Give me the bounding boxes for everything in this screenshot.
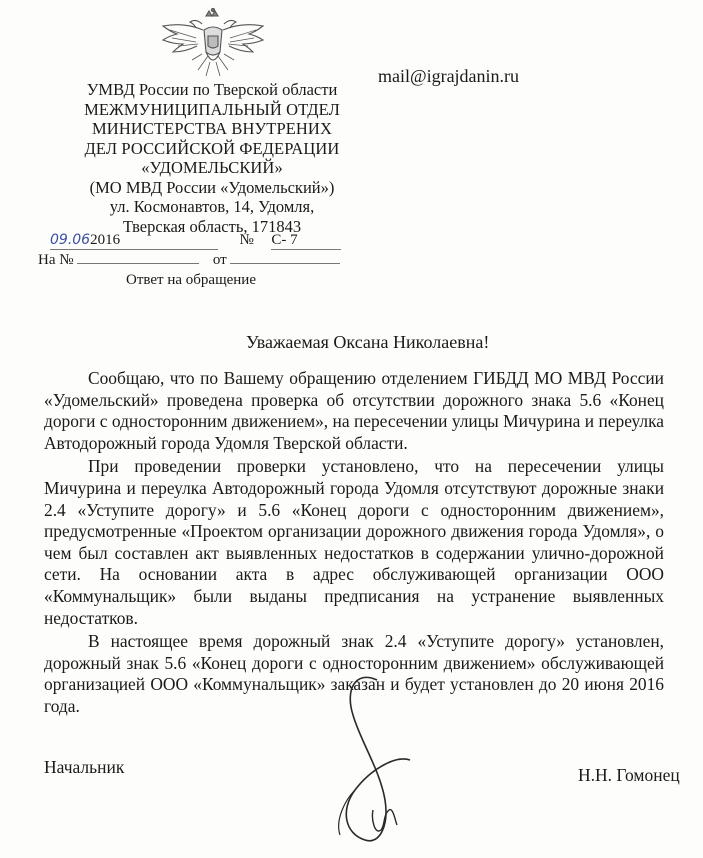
org-line: «УДОМЕЛЬСКИЙ» [141,158,283,177]
handwritten-signature [285,660,425,855]
org-line: МЕЖМУНИЦИПАЛЬНЫЙ ОТДЕЛ [84,99,340,119]
org-line: Тверская область, 171843 [122,216,302,236]
greeting: Уважаемая Оксана Николаевна! [246,332,490,352]
email-address: mail@igrajdanin.ru [378,66,520,86]
org-line: УМВД России по Тверской области [86,80,338,99]
reference-label: На № [38,252,74,268]
org-line: ДЕЛ РОССИЙСКОЙ ФЕДЕРАЦИИ [84,138,340,158]
organization-header [52,80,372,236]
letter-paragraph: При проведении проверки установлено, что на пересечении улицы Мичурина и переулка Автодорожный города Удомля отсутствуют дорожные знаки 2.4 «Уступите дорогу» и 5.6 «Конец дороги с односторонним движением», предусмотренные «Проектом организации дорожного движения города Удомля», о чем был составлен акт выявленных недостатков в содержании улично-дорожной сети. На основании акта в адрес обслуживающей организации ООО «Коммунальщик» были выданы предписания на устранение выявленных недостатков. [44,456,664,628]
letter-paragraph: Сообщаю, что по Вашему обращению отделением ГИБДД МО МВД России «Удомельский» проведена проверка об отсутствии дорожного знака 5.6 «Конец дороги с односторонним движением», на пересечении улицы Мичурина и переулка Автодорожный города Удомля Тверской области. [44,368,664,453]
reference-from-label: от [212,252,227,268]
registration-line [50,232,341,250]
signatory-name: Н.Н. Гомонец [578,765,680,785]
org-line: (МО МВД России «Удомельский») [89,177,335,197]
reply-label: Ответ на обращение [126,272,256,288]
org-line: МИНИСТЕРСТВА ВНУТРЕНИХ [92,119,332,138]
letter-paragraph: В настоящее время дорожный знак 2.4 «Уступите дорогу» установлен, дорожный знак 5.6 «Конец дороги с односторонним движением» обслуживающей организацией ООО «Коммунальщик» заказан и будет установлен до 20 июня 2016 года. [44,631,664,716]
registration-year: 2016 [90,232,121,248]
number-label: № [239,232,254,248]
org-line: ул. Космонавтов, 14, Удомля, [109,197,315,216]
signatory-title: Начальник [44,757,125,777]
reference-line [38,252,340,269]
double-headed-eagle-icon [158,6,268,82]
number-value: С- 7 [271,232,298,248]
handwritten-date: 09.06 [50,232,91,248]
